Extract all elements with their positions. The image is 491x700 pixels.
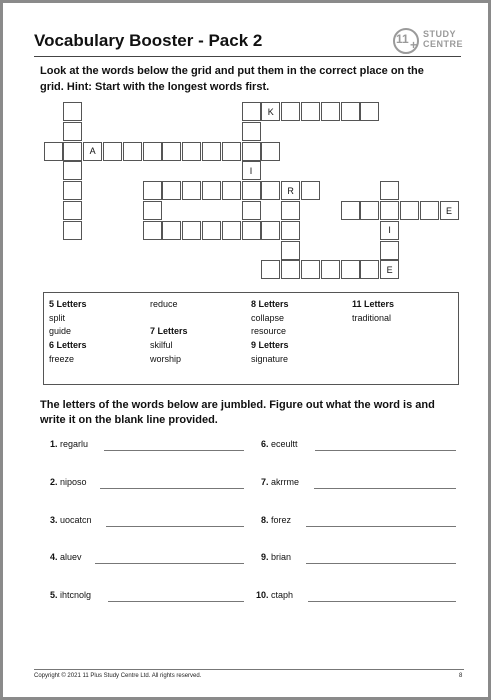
word-column-2: [150, 298, 188, 367]
item-number: 5.: [50, 590, 58, 600]
crossword-cell[interactable]: [281, 241, 300, 260]
logo-line1: STUDY: [423, 29, 457, 39]
crossword-cell[interactable]: E: [440, 201, 459, 220]
answer-line[interactable]: [314, 488, 456, 489]
word-group-heading: 8 Letters: [251, 299, 289, 309]
crossword-cell[interactable]: [281, 201, 300, 220]
crossword-cell[interactable]: [242, 122, 261, 141]
crossword-cell[interactable]: [143, 201, 162, 220]
title-divider: [34, 56, 461, 57]
word-item: guide: [49, 326, 72, 337]
word-item: skilful: [150, 340, 173, 351]
item-number: 3.: [50, 515, 58, 525]
word-column-1: [49, 298, 87, 367]
item-number: 1.: [50, 439, 58, 449]
jumbled-item: [261, 552, 291, 562]
jumbled-word: uocatcn: [60, 515, 92, 525]
answer-line[interactable]: [106, 526, 244, 527]
crossword-cell[interactable]: I: [380, 221, 399, 240]
word-list-box: [43, 292, 459, 385]
item-number: 7.: [261, 477, 269, 487]
crossword-cell[interactable]: [63, 122, 82, 141]
crossword-cell[interactable]: [281, 221, 300, 240]
word-group-heading: 6 Letters: [49, 340, 87, 351]
crossword-cell[interactable]: E: [380, 260, 399, 279]
crossword-cell[interactable]: [63, 161, 82, 180]
word-group-heading: 9 Letters: [251, 340, 289, 351]
crossword-cell[interactable]: [301, 102, 320, 121]
answer-line[interactable]: [306, 526, 456, 527]
crossword-cell[interactable]: [143, 142, 162, 161]
crossword-cell[interactable]: [202, 142, 221, 161]
jumbled-word: aluev: [60, 552, 82, 562]
word-group-heading: 11 Letters: [352, 299, 395, 309]
word-item: traditional: [352, 312, 392, 323]
answer-line[interactable]: [95, 563, 244, 564]
crossword-cell[interactable]: [380, 181, 399, 200]
jumbled-item: [261, 515, 291, 525]
crossword-cell[interactable]: [261, 181, 280, 200]
item-number: 10.: [256, 590, 269, 600]
crossword-cell[interactable]: [162, 142, 181, 161]
crossword-cell[interactable]: [420, 201, 439, 220]
crossword-cell[interactable]: [242, 221, 261, 240]
jumbled-item: [256, 590, 293, 600]
crossword-cell[interactable]: [222, 181, 241, 200]
crossword-cell[interactable]: [202, 221, 221, 240]
crossword-instructions: Look at the words below the grid and put them in the correct place on the grid. Hint: Start with the longest words first.: [40, 65, 424, 93]
crossword-cell[interactable]: [242, 201, 261, 220]
jumbled-item: [261, 477, 299, 487]
crossword-cell[interactable]: [143, 181, 162, 200]
crossword-cell[interactable]: [360, 201, 379, 220]
crossword-cell[interactable]: [44, 142, 63, 161]
crossword-cell[interactable]: [341, 260, 360, 279]
word-item: resource: [251, 326, 287, 337]
page-title: Vocabulary Booster - Pack 2: [34, 31, 263, 50]
item-number: 4.: [50, 552, 58, 562]
answer-line[interactable]: [315, 450, 456, 451]
crossword-cell[interactable]: [380, 201, 399, 220]
jumbled-item: [50, 439, 88, 449]
word-item: reduce: [150, 299, 178, 309]
crossword-cell[interactable]: [143, 221, 162, 240]
word-item: split: [49, 312, 66, 323]
word-group-heading: 7 Letters: [150, 326, 188, 337]
item-number: 8.: [261, 515, 269, 525]
jumbled-word: ihtcnolg: [60, 590, 92, 600]
jumbled-word: forez: [271, 515, 292, 525]
crossword-cell[interactable]: [103, 142, 122, 161]
crossword-cell[interactable]: [63, 102, 82, 121]
logo-line2: CENTRE: [423, 39, 464, 49]
crossword-cell[interactable]: [222, 221, 241, 240]
answer-line[interactable]: [104, 450, 244, 451]
word-item: signature: [251, 353, 289, 364]
logo-plus: +: [410, 38, 418, 52]
jumbled-item: [50, 477, 87, 487]
crossword-cell[interactable]: A: [83, 142, 102, 161]
answer-line[interactable]: [108, 601, 244, 602]
jumbled-word: ctaph: [271, 590, 294, 600]
crossword-cell[interactable]: [261, 221, 280, 240]
word-column-3: [251, 298, 289, 367]
crossword-cell[interactable]: [281, 260, 300, 279]
crossword-cell[interactable]: [63, 221, 82, 240]
crossword-cell[interactable]: [63, 181, 82, 200]
page-number: 8: [459, 673, 463, 679]
jumbled-word: akrrme: [271, 477, 300, 487]
crossword-cell[interactable]: [321, 102, 340, 121]
item-number: 2.: [50, 477, 58, 487]
crossword-cell[interactable]: [261, 260, 280, 279]
crossword-cell[interactable]: [281, 102, 300, 121]
crossword-cell[interactable]: [182, 181, 201, 200]
jumbled-item: [50, 552, 82, 562]
word-item: collapse: [251, 312, 285, 323]
word-column-4: [352, 298, 394, 325]
crossword-cell[interactable]: [341, 201, 360, 220]
jumbled-word: eceultt: [271, 439, 298, 449]
jumbled-word: brian: [271, 552, 292, 562]
item-number: 9.: [261, 552, 269, 562]
word-item: freeze: [49, 353, 75, 364]
crossword-cell[interactable]: [360, 260, 379, 279]
crossword-cell[interactable]: [301, 181, 320, 200]
copyright-text: Copyright © 2021 11 Plus Study Centre Ltd. All rights reserved.: [34, 673, 202, 679]
crossword-cell[interactable]: K: [261, 102, 280, 121]
crossword-cell[interactable]: [321, 260, 340, 279]
jumbled-instructions: The letters of the words below are jumbled. Figure out what the word is and write it on the blank line provided.: [40, 399, 435, 426]
crossword-cell[interactable]: [202, 181, 221, 200]
crossword-cell[interactable]: [261, 142, 280, 161]
crossword-cell[interactable]: R: [281, 181, 300, 200]
crossword-cell[interactable]: [400, 201, 419, 220]
crossword-cell[interactable]: [63, 201, 82, 220]
crossword-cell[interactable]: [380, 241, 399, 260]
crossword-cell[interactable]: [301, 260, 320, 279]
crossword-cell[interactable]: [242, 181, 261, 200]
crossword-cell[interactable]: [123, 142, 142, 161]
crossword-cell[interactable]: [222, 142, 241, 161]
answer-line[interactable]: [100, 488, 244, 489]
crossword-cell[interactable]: I: [242, 161, 261, 180]
jumbled-word: regarlu: [60, 439, 89, 449]
word-item: worship: [150, 353, 182, 364]
crossword-cell[interactable]: [242, 102, 261, 121]
crossword-cell[interactable]: [360, 102, 379, 121]
crossword-cell[interactable]: [162, 181, 181, 200]
crossword-cell[interactable]: [182, 142, 201, 161]
crossword-cell[interactable]: [242, 142, 261, 161]
logo-number: 11: [396, 32, 409, 46]
crossword-cell[interactable]: [341, 102, 360, 121]
jumbled-item: [50, 515, 92, 525]
crossword-cell[interactable]: [63, 142, 82, 161]
worksheet-page: [3, 3, 488, 697]
jumbled-word: niposo: [60, 477, 87, 487]
jumbled-item: [50, 590, 91, 600]
footer-divider: [34, 669, 464, 670]
word-group-heading: 5 Letters: [49, 299, 87, 309]
crossword-cell[interactable]: [162, 221, 181, 240]
jumbled-item: [261, 439, 298, 449]
study-centre-logo: [393, 28, 463, 52]
crossword-cell[interactable]: [182, 221, 201, 240]
answer-line[interactable]: [308, 601, 456, 602]
item-number: 6.: [261, 439, 269, 449]
answer-line[interactable]: [306, 563, 456, 564]
